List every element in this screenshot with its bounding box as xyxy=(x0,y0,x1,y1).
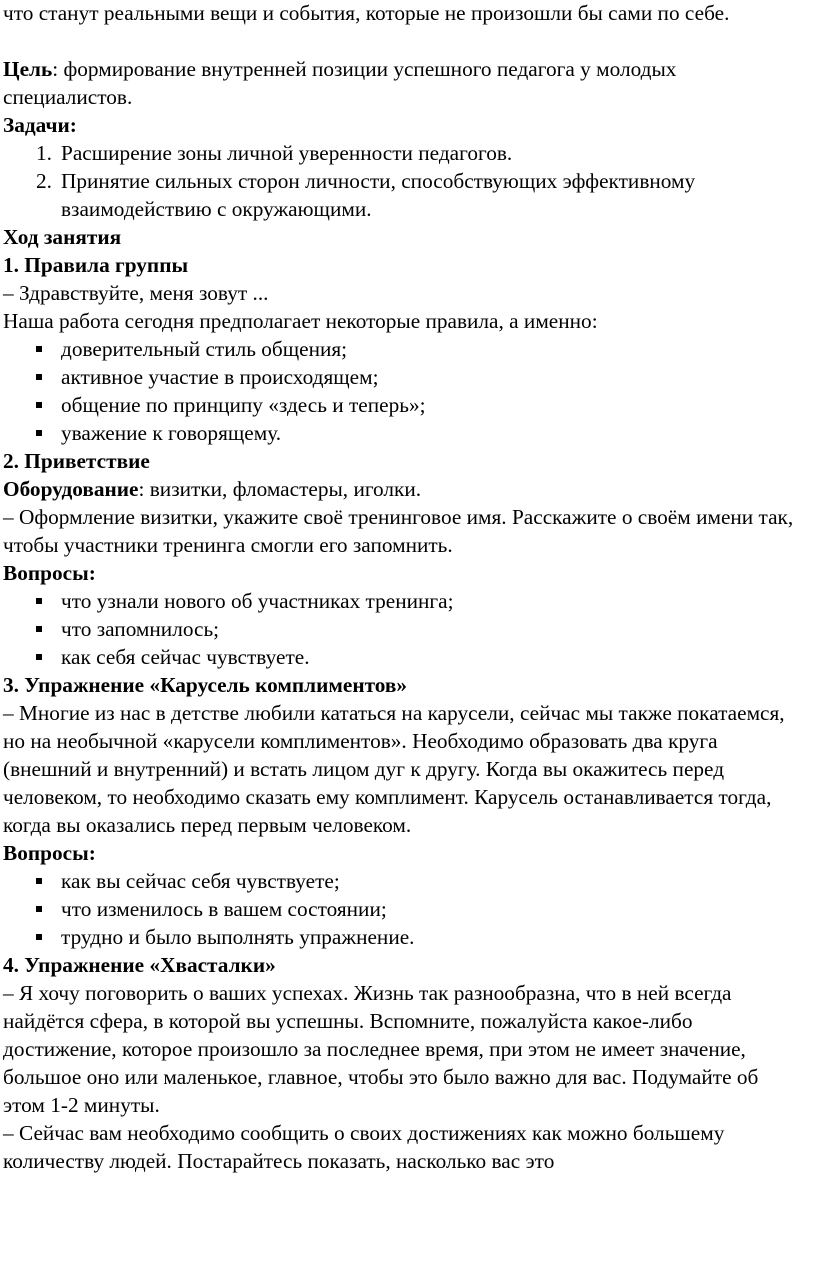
section2-questions-list xyxy=(3,587,803,671)
list-number: 1. xyxy=(36,141,52,165)
section1-line2: Наша работа сегодня предполагает некоторые правила, а именно: xyxy=(3,309,598,333)
list-item xyxy=(3,335,803,363)
list-item-text: Принятие сильных сторон личности, способствующих эффективному взаимодействию с окружающими. xyxy=(61,169,696,221)
course-heading: Ход занятия xyxy=(3,225,122,249)
section3-heading: 3. Упражнение «Карусель комплиментов» xyxy=(3,673,408,697)
list-item xyxy=(3,615,803,643)
list-item-text: доверительный стиль общения; xyxy=(61,337,348,361)
section2-heading: 2. Приветствие xyxy=(3,449,150,473)
list-item xyxy=(3,167,803,223)
square-bullet-icon xyxy=(36,374,42,380)
square-bullet-icon xyxy=(36,934,42,940)
list-item-text: что запомнилось; xyxy=(61,617,220,641)
section4-heading: 4. Упражнение «Хвасталки» xyxy=(3,953,276,977)
list-item xyxy=(3,139,803,167)
list-item-text: активное участие в происходящем; xyxy=(61,365,379,389)
list-number: 2. xyxy=(36,169,52,193)
list-item-text: что узнали нового об участниках тренинга; xyxy=(61,589,454,613)
list-item-text: Расширение зоны личной уверенности педагогов. xyxy=(61,141,513,165)
list-item-text: как себя сейчас чувствуете. xyxy=(61,645,310,669)
section2-questions-heading: Вопросы: xyxy=(3,561,96,585)
list-item-text: как вы сейчас себя чувствуете; xyxy=(61,869,340,893)
blank-line xyxy=(3,27,803,55)
square-bullet-icon xyxy=(36,346,42,352)
square-bullet-icon xyxy=(36,906,42,912)
equipment-label: Оборудование xyxy=(3,477,139,501)
section4-paragraph1: – Я хочу поговорить о ваших успехах. Жизнь так разнообразна, что в ней всегда найдётся сфера, в которой вы успешны. Вспомните, пожалуйста какое-либо достижение, которое произошло за последнее время, при этом не имеет значение, большое оно или маленькое, главное, чтобы это было важно для вас. Подумайте об этом 1-2 минуты. xyxy=(3,981,759,1117)
list-item-text: что изменилось в вашем состоянии; xyxy=(61,897,387,921)
list-item xyxy=(3,923,803,951)
list-item xyxy=(3,363,803,391)
square-bullet-icon xyxy=(36,430,42,436)
list-item-text: уважение к говорящему. xyxy=(61,421,282,445)
section3-questions-list xyxy=(3,867,803,951)
list-item xyxy=(3,643,803,671)
section1-line1: – Здравствуйте, меня зовут ... xyxy=(3,281,269,305)
rules-list xyxy=(3,335,803,447)
intro-text: что станут реальными вещи и события, которые не произошли бы сами по себе. xyxy=(3,1,730,25)
section4-paragraph2: – Сейчас вам необходимо сообщить о своих достижениях как можно большему количеству людей. Постарайтесь показать, насколько вас это xyxy=(3,1121,725,1173)
tasks-list xyxy=(3,139,803,223)
list-item xyxy=(3,895,803,923)
square-bullet-icon xyxy=(36,402,42,408)
equipment-paragraph xyxy=(3,475,803,503)
square-bullet-icon xyxy=(36,878,42,884)
list-item-text: общение по принципу «здесь и теперь»; xyxy=(61,393,426,417)
goal-label: Цель xyxy=(3,57,53,81)
list-item xyxy=(3,419,803,447)
goal-text: : формирование внутренней позиции успешного педагога у молодых специалистов. xyxy=(3,57,677,109)
square-bullet-icon xyxy=(36,598,42,604)
list-item xyxy=(3,587,803,615)
section3-paragraph: – Многие из нас в детстве любили кататься на карусели, сейчас мы также покатаемся, но на необычной «карусели комплиментов». Необходимо образовать два круга (внешний и внутренний) и встать лицом дуг к другу. Когда вы окажитесь перед человеком, то необходимо сказать ему комплимент. Карусель останавливается тогда, когда вы оказались перед первым человеком. xyxy=(3,701,785,837)
square-bullet-icon xyxy=(36,654,42,660)
section3-questions-heading: Вопросы: xyxy=(3,841,96,865)
section1-heading: 1. Правила группы xyxy=(3,253,189,277)
equipment-text: : визитки, фломастеры, иголки. xyxy=(138,477,422,501)
square-bullet-icon xyxy=(36,626,42,632)
tasks-heading: Задачи: xyxy=(3,113,77,137)
list-item xyxy=(3,867,803,895)
list-item-text: трудно и было выполнять упражнение. xyxy=(61,925,415,949)
goal-paragraph xyxy=(3,55,803,111)
section2-paragraph: – Оформление визитки, укажите своё тренинговое имя. Расскажите о своём имени так, чтобы участники тренинга смогли его запомнить. xyxy=(3,505,794,557)
list-item xyxy=(3,391,803,419)
